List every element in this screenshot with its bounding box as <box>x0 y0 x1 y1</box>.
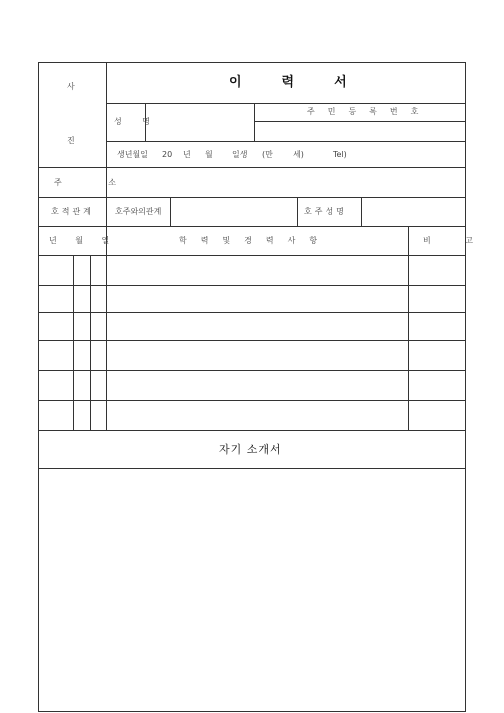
history-date-header: 년 월 일 <box>49 236 118 245</box>
age-open: (만 <box>262 150 273 159</box>
head-name-field[interactable] <box>362 198 465 225</box>
birth-year-prefix: 20 <box>162 150 173 159</box>
name-field[interactable] <box>146 104 253 140</box>
history-bottom-divider <box>38 430 466 431</box>
head-name-label: 호주성명 <box>304 207 347 216</box>
history-row[interactable] <box>107 401 407 429</box>
family-row-divider <box>38 226 466 227</box>
history-note-header: 비 고 <box>423 236 489 245</box>
photo-right-border <box>106 62 107 168</box>
name-row-divider <box>106 141 466 142</box>
history-description-header: 학력및경력사항 <box>179 236 332 245</box>
family-relation-label: 호적관계 <box>51 207 94 216</box>
history-row[interactable] <box>107 341 407 369</box>
page-title: 이력서 <box>229 75 387 90</box>
note-column-divider <box>408 226 409 430</box>
birth-day-unit: 일생 <box>232 150 248 159</box>
relation-to-head-field[interactable] <box>171 198 296 225</box>
history-row[interactable] <box>107 313 407 339</box>
address-field[interactable] <box>107 168 465 196</box>
tel-label: Tel) <box>333 150 347 159</box>
birth-year-unit: 년 <box>183 150 191 159</box>
address-label: 주 소 <box>54 178 138 187</box>
birth-date-label: 생년월일 <box>117 150 148 159</box>
relation-to-head-label: 호주와의관계 <box>115 207 162 216</box>
self-intro-body[interactable] <box>39 469 465 711</box>
month-day-divider <box>90 255 91 430</box>
resident-number-label: 주민등록번호 <box>307 107 432 116</box>
resident-number-field[interactable] <box>255 122 465 140</box>
history-row[interactable] <box>107 256 407 284</box>
name-label: 성 명 <box>114 117 159 126</box>
photo-label-bottom: 진 <box>67 136 75 145</box>
history-row[interactable] <box>107 286 407 311</box>
relation-value-divider <box>297 197 298 226</box>
history-row[interactable] <box>107 371 407 399</box>
age-close: 세) <box>293 150 304 159</box>
year-month-divider <box>73 255 74 430</box>
self-intro-title: 자기 소개서 <box>219 443 282 456</box>
photo-label-top: 사 <box>67 82 75 91</box>
birth-month-unit: 월 <box>205 150 213 159</box>
